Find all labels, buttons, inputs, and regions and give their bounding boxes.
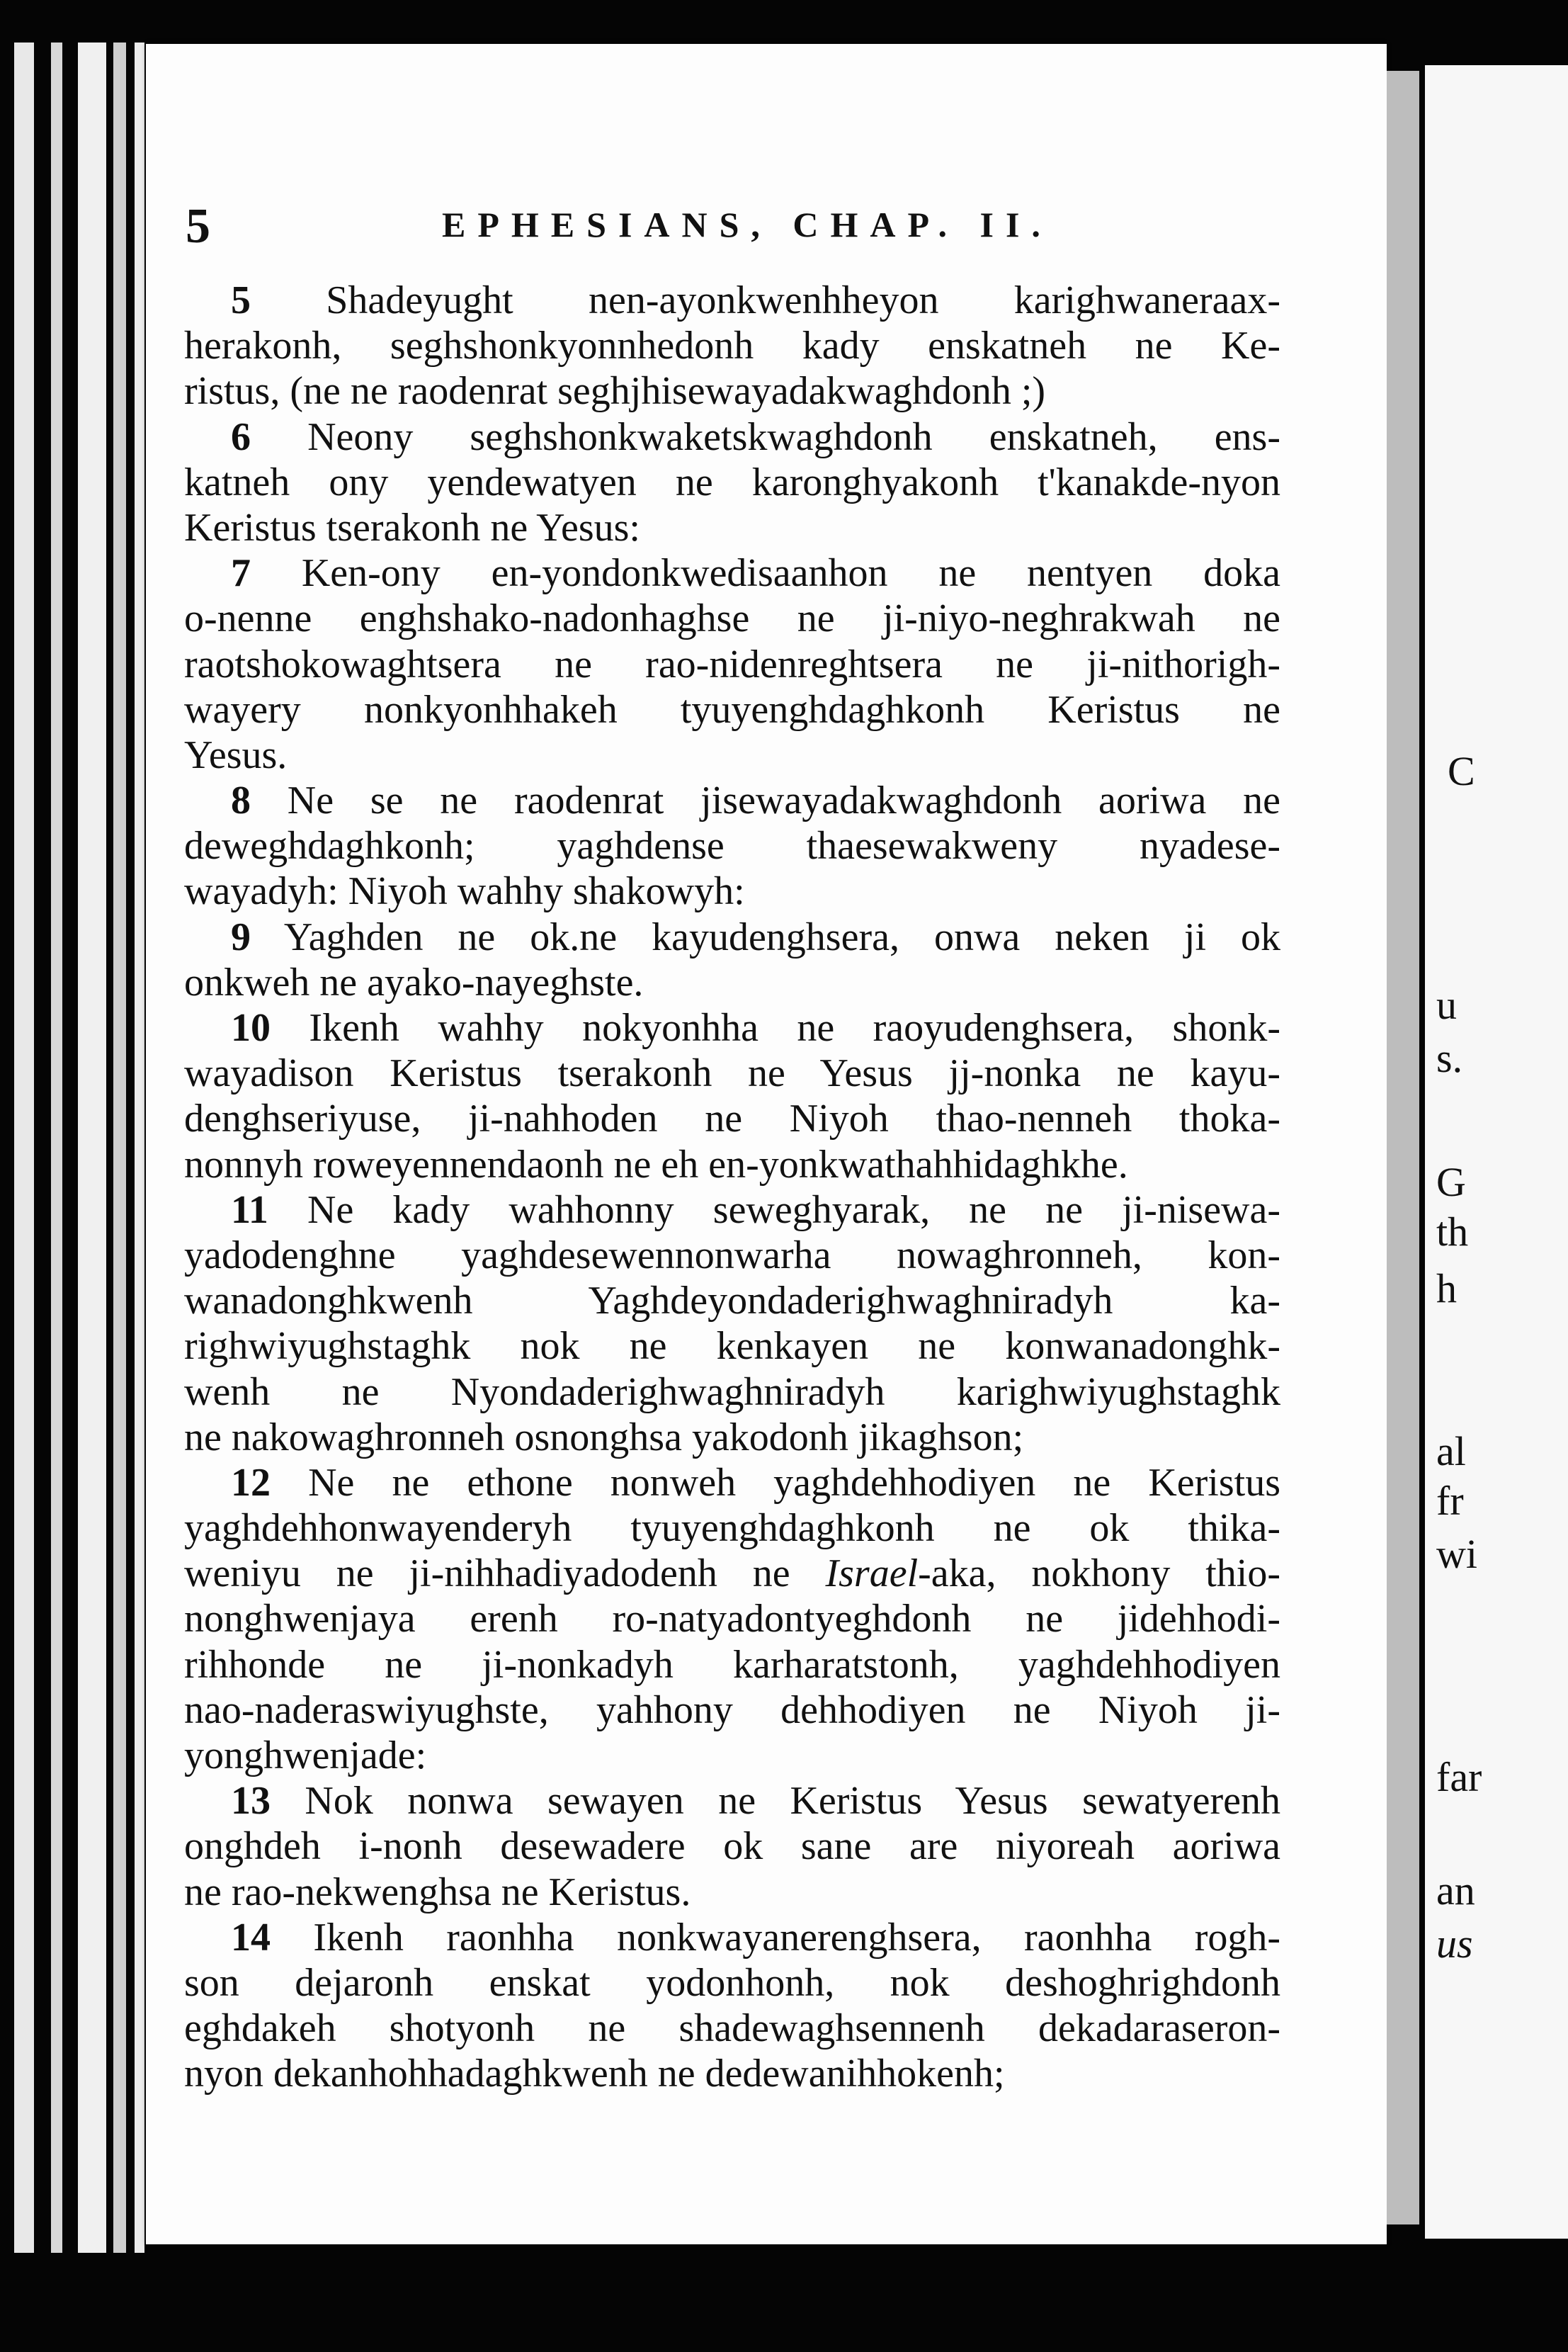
text-line — [184, 1824, 1280, 1869]
adjacent-page-fragment: u — [1436, 982, 1457, 1028]
verse-number: 7 — [231, 551, 251, 596]
line-text: wayadison Keristus tserakonh ne Yesus jj-nonka ne kayu- — [184, 1051, 1280, 1096]
line-text-continued: -aka, nokhony thio- — [918, 1551, 1280, 1596]
line-text: Ikenh raonhha nonkwayanerenghsera, raonhha rogh- — [313, 1915, 1281, 1960]
running-head: EPHESIANS, CHAP. II. — [442, 205, 1052, 244]
text-line — [184, 642, 1280, 687]
line-text: herakonh, seghshonkyonnhedonh kady enskatneh ne Ke- — [184, 324, 1280, 368]
line-text: wayadyh: Niyoh wahhy shakowyh: — [184, 869, 745, 914]
binding-strip — [14, 43, 34, 2253]
text-line — [184, 1915, 1280, 1960]
text-line — [184, 1687, 1280, 1733]
text-line — [184, 2006, 1280, 2051]
line-text: nao-naderaswiyughste, yahhony dehhodiyen ne Niyoh ji- — [184, 1687, 1280, 1732]
adjacent-page-fragment: th — [1436, 1209, 1469, 1255]
adjacent-page-fragment: C — [1448, 748, 1475, 794]
line-text: ne rao-nekwenghsa ne Keristus. — [184, 1870, 691, 1914]
text-line — [184, 823, 1280, 869]
adjacent-page-fragment: al — [1436, 1428, 1466, 1474]
line-text: onkweh ne ayako-nayeghste. — [184, 960, 644, 1005]
adjacent-page-fragment: wi — [1436, 1531, 1477, 1577]
line-text: Ikenh wahhy nokyonhha ne raoyudenghsera, shonk- — [309, 1006, 1280, 1050]
verse-number: 10 — [231, 1006, 271, 1050]
text-line — [184, 778, 1280, 823]
text-line — [184, 915, 1280, 960]
line-text: ristus, (ne ne raodenrat seghjhisewayadakwaghdonh ;) — [184, 369, 1046, 414]
line-text: yadodenghne yaghdesewennonwarha nowaghronneh, kon- — [184, 1233, 1280, 1277]
text-line — [184, 1051, 1280, 1096]
book-page — [146, 44, 1387, 2244]
verse-number: 13 — [231, 1779, 271, 1824]
line-text: Ne se ne raodenrat jisewayadakwaghdonh aoriwa ne — [287, 779, 1281, 823]
text-line — [184, 1778, 1280, 1824]
italic-word: Israel — [825, 1551, 919, 1596]
binding-strip — [113, 43, 126, 2253]
text-line — [184, 733, 1280, 778]
text-line — [184, 1596, 1280, 1641]
verse-number: 9 — [231, 915, 251, 959]
text-line — [184, 505, 1280, 550]
text-line — [184, 414, 1280, 460]
text-line — [184, 1142, 1280, 1187]
line-text: katneh ony yendewatyen ne karonghyakonh t'kanakde-nyon — [184, 460, 1280, 504]
verse-number: 14 — [231, 1915, 271, 1960]
line-text: Yaghden ne ok.ne kayudenghsera, onwa neken ji ok — [283, 915, 1281, 959]
text-line — [184, 1187, 1280, 1233]
line-text: son dejaronh enskat yodonhonh, nok deshoghrighdonh — [184, 1960, 1280, 2005]
page-edge — [1387, 71, 1419, 2224]
line-text: yonghwenjade: — [184, 1734, 427, 1777]
line-text: ne nakowaghronneh osnonghsa yakodonh jikaghson; — [184, 1415, 1024, 1459]
text-line — [184, 1233, 1280, 1278]
line-text: eghdakeh shotyonh ne shadewaghsennenh dekadaraseron- — [184, 2006, 1280, 2051]
verse-number: 5 — [231, 278, 251, 322]
line-text: Yesus. — [184, 733, 288, 777]
adjacent-page-fragment: h — [1436, 1265, 1457, 1311]
line-text: onghdeh i-nonh desewadere ok sane are niyoreah aoriwa — [184, 1824, 1280, 1869]
text-line — [184, 1733, 1280, 1778]
adjacent-page-fragment: s. — [1436, 1035, 1463, 1081]
page-body-text — [184, 278, 1280, 2097]
text-line — [184, 869, 1280, 914]
text-line — [184, 1005, 1280, 1051]
text-line — [184, 687, 1280, 733]
text-line — [184, 1960, 1280, 2006]
line-text: raotshokowaghtsera ne rao-nidenreghtsera ne ji-nithorigh- — [184, 642, 1280, 686]
line-text: o-nenne enghshako-nadonhaghse ne ji-niyo-neghrakwah ne — [184, 597, 1280, 641]
verse-number: 12 — [231, 1460, 271, 1505]
line-text: Shadeyught nen-ayonkwenhheyon karighwaneraax- — [326, 278, 1280, 322]
text-line — [184, 278, 1280, 323]
text-line — [184, 960, 1280, 1005]
text-line — [184, 1551, 1280, 1596]
adjacent-page-fragment: an — [1436, 1867, 1475, 1913]
binding-strip — [135, 43, 144, 2253]
text-line — [184, 1415, 1280, 1460]
verse-number: 6 — [231, 414, 251, 459]
page-number: 5 — [186, 199, 210, 254]
line-text: Neony seghshonkwaketskwaghdonh enskatneh, ens- — [307, 414, 1280, 459]
line-text: rihhonde ne ji-nonkadyh karharatstonh, yaghdehhodiyen — [184, 1642, 1280, 1687]
text-line — [184, 550, 1280, 596]
line-text: deweghdaghkonh; yaghdense thaesewakweny nyadese- — [184, 824, 1280, 869]
line-text: wenh ne Nyondaderighwaghniradyh karighwiyughstaghk — [184, 1369, 1280, 1414]
text-line — [184, 1870, 1280, 1915]
binding-strip — [78, 43, 106, 2253]
line-text: Ne kady wahhonny seweghyarak, ne ne ji-nisewa- — [307, 1187, 1281, 1232]
line-text: yaghdehhonwayenderyh tyuyenghdaghkonh ne ok thika- — [184, 1506, 1280, 1551]
adjacent-page-fragment: fr — [1436, 1478, 1464, 1524]
line-text: weniyu ne ji-nihhadiyadodenh ne — [184, 1551, 826, 1596]
text-line — [184, 1460, 1280, 1505]
line-text: righwiyughstaghk nok ne kenkayen ne konwanadonghk- — [184, 1324, 1280, 1369]
text-line — [184, 1505, 1280, 1551]
binding-strip — [51, 43, 62, 2253]
adjacent-page-fragment: far — [1436, 1754, 1482, 1800]
line-text: denghseriyuse, ji-nahhoden ne Niyoh thao-nenneh thoka- — [184, 1097, 1280, 1141]
text-line — [184, 460, 1280, 505]
line-text: Nok nonwa sewayen ne Keristus Yesus sewatyerenh — [305, 1779, 1281, 1824]
adjacent-page — [1425, 65, 1568, 2239]
text-line — [184, 1278, 1280, 1323]
text-line — [184, 2051, 1280, 2096]
line-text: nonnyh roweyennendaonh ne eh en-yonkwathahhidaghkhe. — [184, 1142, 1128, 1187]
text-line — [184, 1369, 1280, 1415]
line-text: nonghwenjaya erenh ro-natyadontyeghdonh ne jidehhodi- — [184, 1597, 1280, 1641]
line-text: wanadonghkwenh Yaghdeyondaderighwaghniradyh ka- — [184, 1279, 1280, 1323]
line-text: nyon dekanhohhadaghkwenh ne dedewanihhokenh; — [184, 2052, 1005, 2096]
adjacent-page-fragment: G — [1436, 1159, 1466, 1205]
text-line — [184, 323, 1280, 368]
text-line — [184, 1642, 1280, 1687]
adjacent-page-fragment: us — [1436, 1921, 1473, 1967]
line-text: Ken-ony en-yondonkwedisaanhon ne nentyen doka — [301, 551, 1280, 596]
text-line — [184, 596, 1280, 641]
verse-number: 8 — [231, 779, 251, 823]
line-text: Keristus tserakonh ne Yesus: — [184, 505, 640, 550]
line-text: Ne ne ethone nonweh yaghdehhodiyen ne Keristus — [308, 1460, 1280, 1505]
text-line — [184, 1323, 1280, 1369]
verse-number: 11 — [231, 1187, 268, 1232]
line-text: wayery nonkyonhhakeh tyuyenghdaghkonh Keristus ne — [184, 687, 1280, 732]
text-line — [184, 368, 1280, 414]
text-line — [184, 1096, 1280, 1141]
